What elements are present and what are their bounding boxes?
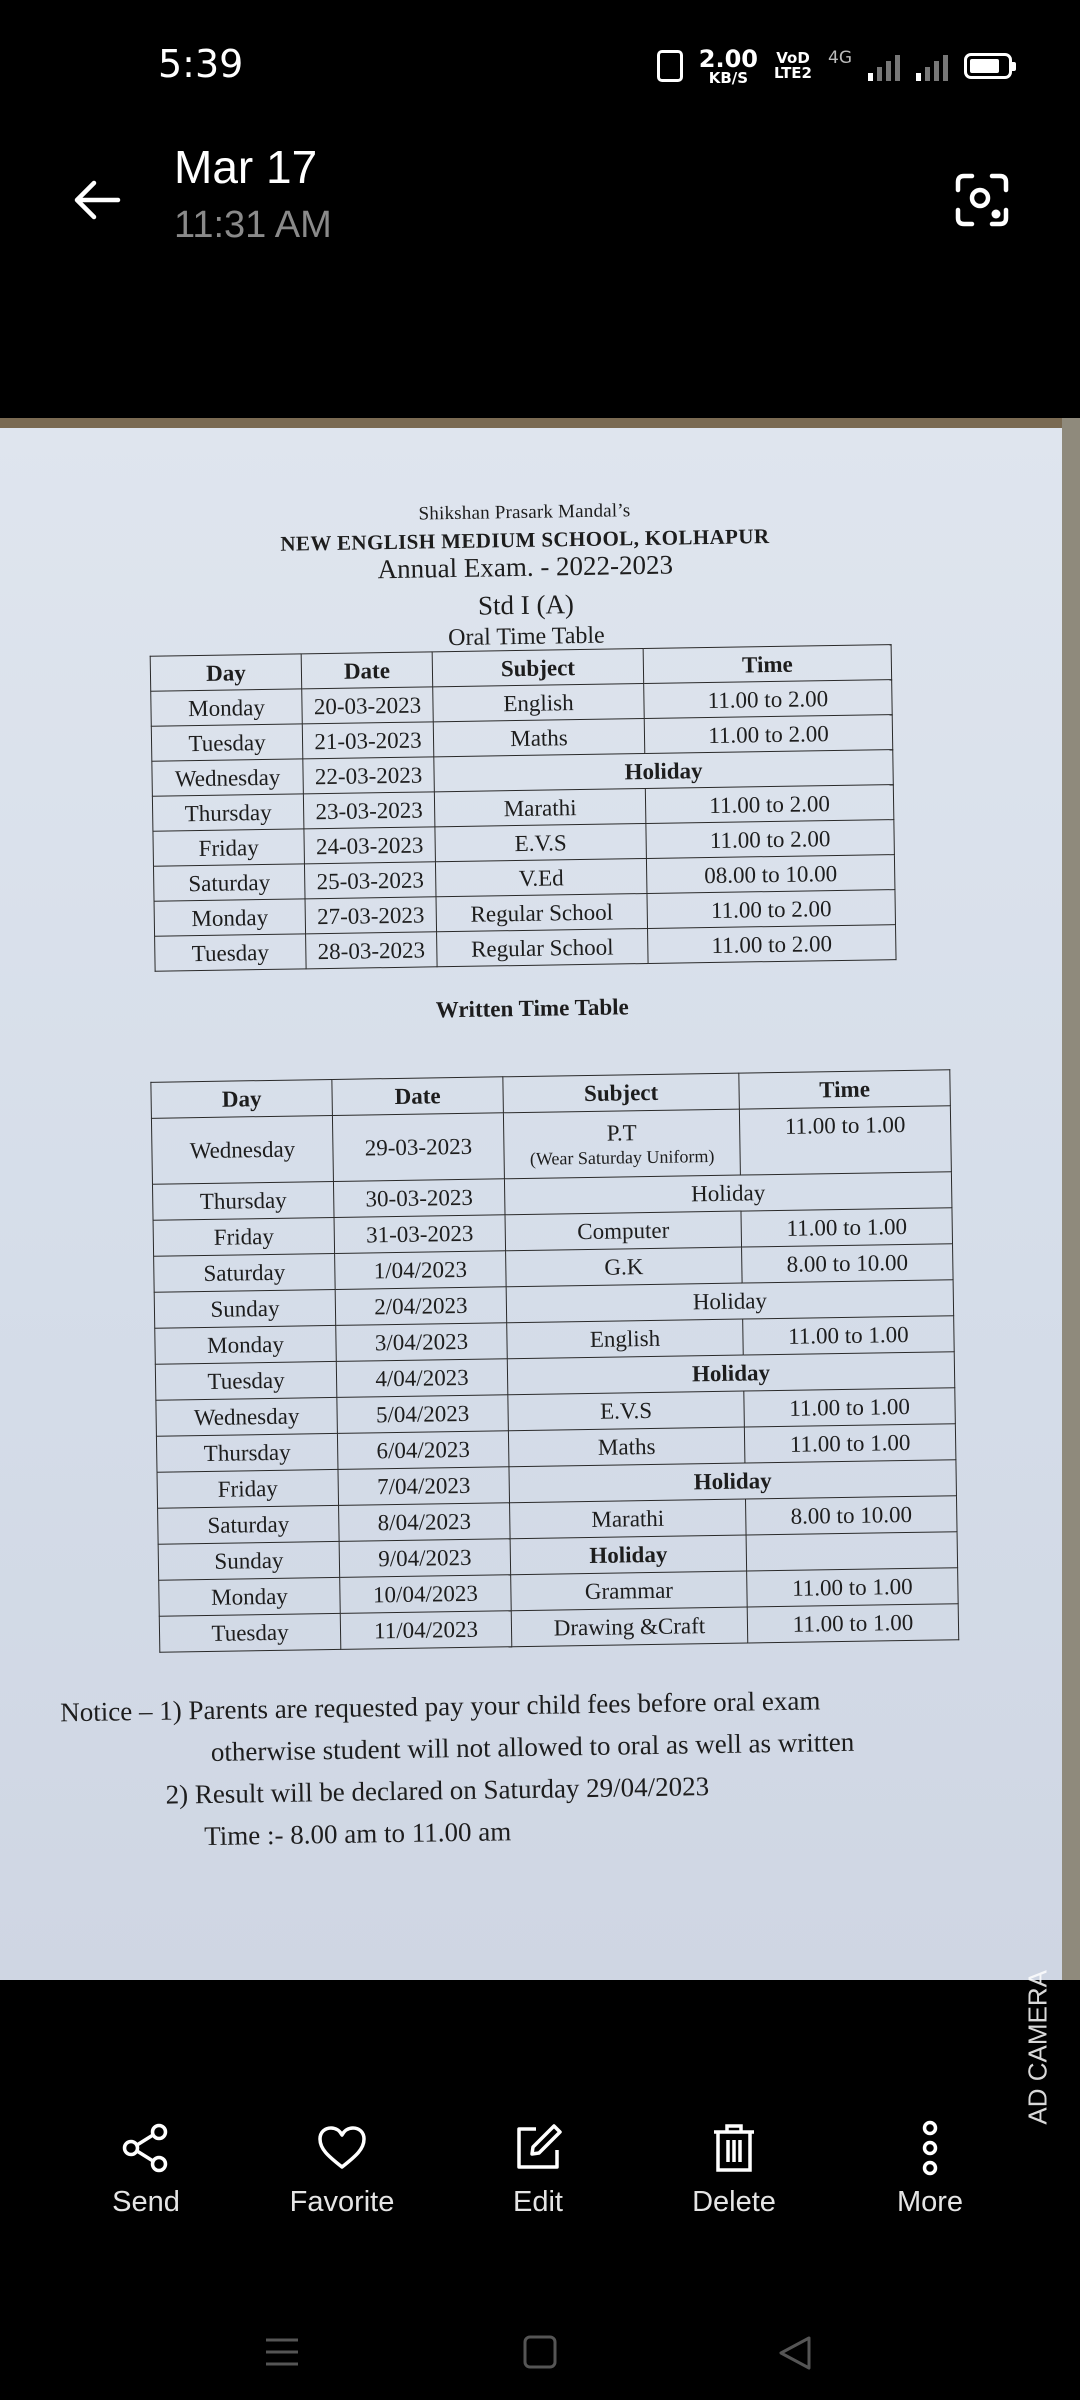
cell-subject: E.V.S: [508, 1391, 745, 1431]
cell-time: 11.00 to 2.00: [644, 715, 893, 754]
oral-table: [150, 644, 897, 972]
share-icon: [118, 2120, 174, 2176]
cell-holiday: Holiday: [510, 1535, 747, 1575]
cell-date: 25-03-2023: [304, 862, 436, 899]
cell-day: Saturday: [158, 1505, 340, 1544]
cell-date: 4/04/2023: [336, 1359, 508, 1398]
photo-viewer[interactable]: [0, 418, 1080, 2125]
cell-time: 8.00 to 10.00: [742, 1244, 954, 1283]
heart-icon: [314, 2120, 370, 2176]
cell-subject: [503, 1109, 740, 1179]
favorite-label: Favorite: [289, 2186, 395, 2218]
cell-holiday: Holiday: [504, 1172, 952, 1215]
cell-subject: Regular School: [437, 928, 649, 966]
delete-button[interactable]: [636, 2120, 832, 2219]
volte-top: VoD: [776, 49, 810, 67]
scan-lens-icon[interactable]: [952, 170, 1012, 230]
cell-day: Wednesday: [156, 1397, 338, 1436]
speed-unit: KB/S: [708, 68, 749, 87]
cell-day: Monday: [155, 1325, 337, 1364]
oral-header-day: Day: [150, 654, 302, 691]
cell-date: 23-03-2023: [303, 792, 435, 829]
cell-date: 10/04/2023: [340, 1575, 512, 1614]
cell-day: Friday: [153, 829, 305, 866]
cell-holiday: Holiday: [509, 1460, 957, 1503]
cell-subject: Grammar: [511, 1571, 748, 1611]
doc-exam: Annual Exam. - 2022-2023: [377, 549, 674, 585]
status-time: 5:39: [158, 42, 244, 86]
cell-subject: Maths: [433, 719, 645, 757]
cell-subject: G.K: [506, 1247, 743, 1287]
more-button[interactable]: [832, 2120, 1028, 2219]
cell-day: Friday: [153, 1217, 335, 1256]
cell-date: 5/04/2023: [337, 1395, 509, 1434]
oral-header-subject: Subject: [432, 649, 644, 687]
oral-title: Oral Time Table: [447, 622, 605, 652]
cell-day: Saturday: [154, 1253, 336, 1292]
cell-holiday: Holiday: [434, 750, 893, 792]
cell-date: 11/04/2023: [340, 1611, 512, 1650]
cell-time: 11.00 to 1.00: [744, 1424, 956, 1463]
cell-day: Sunday: [154, 1289, 336, 1328]
cell-date: 3/04/2023: [336, 1323, 508, 1362]
written-header-subject: Subject: [503, 1073, 740, 1113]
cell-subject: Marathi: [510, 1499, 747, 1539]
cell-holiday: Holiday: [506, 1280, 954, 1323]
cell-time: 11.00 to 1.00: [747, 1604, 959, 1643]
camera-watermark: AD CAMERA: [1023, 1970, 1053, 2125]
table-row: [151, 1106, 951, 1185]
document-paper: [0, 428, 1062, 2125]
cell-date: 22-03-2023: [303, 757, 435, 794]
written-title: Written Time Table: [435, 994, 629, 1023]
document-content: [0, 420, 1078, 1988]
cell-date: 24-03-2023: [304, 827, 436, 864]
cell-day: Wednesday: [152, 759, 304, 796]
favorite-button[interactable]: [244, 2120, 440, 2219]
cell-date: 30-03-2023: [333, 1179, 505, 1218]
cell-time: [746, 1532, 958, 1571]
battery-icon: [964, 53, 1012, 79]
written-header-time: Time: [739, 1070, 951, 1109]
cell-date: 1/04/2023: [335, 1251, 507, 1290]
cell-day: Tuesday: [159, 1613, 341, 1652]
written-table: [150, 1069, 959, 1652]
cell-subject: English: [433, 684, 645, 722]
signal-2-icon: [916, 51, 948, 81]
oral-header-date: Date: [301, 652, 433, 689]
cell-date: 20-03-2023: [302, 687, 434, 724]
notice-1: Notice – 1) Parents are requested pay your child fees before oral exam: [60, 1685, 821, 1728]
cell-time: 11.00 to 1.00: [739, 1106, 951, 1175]
doc-school: NEW ENGLISH MEDIUM SCHOOL, KOLHAPUR: [280, 524, 770, 556]
edit-button[interactable]: [440, 2120, 636, 2219]
network-type: 4G: [828, 48, 852, 68]
cell-subject: E.V.S: [435, 824, 647, 862]
cell-date: 28-03-2023: [306, 932, 438, 969]
cell-subject: Drawing &Craft: [511, 1607, 748, 1647]
edit-label: Edit: [513, 2186, 563, 2218]
cell-subject: Computer: [505, 1211, 742, 1251]
notice-1-cont: otherwise student will not allowed to oral as well as written: [210, 1726, 855, 1767]
cell-holiday: Holiday: [507, 1352, 955, 1395]
written-header-day: Day: [151, 1079, 333, 1118]
status-icons: [657, 46, 1012, 86]
home-nav-icon[interactable]: [522, 2334, 558, 2374]
cell-day: Thursday: [156, 1433, 338, 1472]
signal-icon: [868, 51, 900, 81]
cell-subject: Marathi: [434, 789, 646, 827]
cell-day: Monday: [151, 689, 303, 726]
delete-label: Delete: [692, 2186, 776, 2218]
notice-3: Time :- 8.00 am to 11.00 am: [203, 1816, 512, 1852]
doc-std: Std I (A): [477, 589, 575, 621]
cell-day: Tuesday: [155, 934, 307, 971]
cell-day: Tuesday: [151, 724, 303, 761]
cell-day: Thursday: [152, 1181, 334, 1220]
cell-time: 08.00 to 10.00: [646, 855, 895, 894]
cell-subject: Maths: [508, 1427, 745, 1467]
cell-day: Saturday: [153, 864, 305, 901]
menu-nav-icon[interactable]: [262, 2334, 302, 2374]
cell-day: Monday: [154, 899, 306, 936]
volte-bottom: LTE2: [774, 64, 812, 82]
written-header-date: Date: [332, 1077, 504, 1116]
cell-time: 11.00 to 2.00: [645, 785, 894, 824]
back-nav-icon[interactable]: [776, 2334, 814, 2376]
notice-2: 2) Result will be declared on Saturday 29/04/2023: [165, 1771, 710, 1810]
cell-time: 8.00 to 10.00: [745, 1496, 957, 1535]
more-label: More: [896, 2186, 964, 2218]
network-speed: [698, 44, 758, 87]
cell-subject: V.Ed: [435, 859, 647, 897]
cell-date: 31-03-2023: [334, 1215, 506, 1254]
cell-date: 21-03-2023: [302, 722, 434, 759]
photo-time: 11:31 AM: [174, 204, 332, 246]
cell-subject: English: [507, 1319, 744, 1359]
arrow-left-icon[interactable]: [68, 170, 128, 230]
subject-note: (Wear Saturday Uniform): [529, 1145, 715, 1169]
cell-day: Wednesday: [151, 1115, 333, 1184]
cell-time: 11.00 to 1.00: [743, 1316, 955, 1355]
cell-date: 2/04/2023: [335, 1287, 507, 1326]
trash-icon: [706, 2120, 762, 2176]
cell-date: 9/04/2023: [339, 1539, 511, 1578]
speed-value: 2.00: [698, 44, 758, 73]
photo-date: Mar 17: [174, 141, 318, 193]
cell-day: Monday: [159, 1577, 341, 1616]
edit-icon: [510, 2120, 566, 2176]
cell-date: 29-03-2023: [332, 1113, 504, 1182]
cell-subject: Regular School: [436, 894, 648, 932]
cell-date: 7/04/2023: [338, 1467, 510, 1506]
send-label: Send: [112, 2186, 180, 2218]
cell-time: 11.00 to 2.00: [648, 925, 897, 964]
cell-day: Sunday: [158, 1541, 340, 1580]
cell-date: 8/04/2023: [339, 1503, 511, 1542]
volte-icon: [774, 51, 812, 81]
send-button[interactable]: [48, 2120, 244, 2219]
subject-text: P.T: [606, 1120, 637, 1146]
vibrate-icon: [657, 50, 683, 82]
cell-date: 6/04/2023: [337, 1431, 509, 1470]
status-bar: [0, 0, 1080, 120]
cell-time: 11.00 to 1.00: [741, 1208, 953, 1247]
cell-time: 11.00 to 2.00: [646, 820, 895, 859]
cell-time: 11.00 to 2.00: [647, 890, 896, 929]
cell-time: 11.00 to 1.00: [744, 1388, 956, 1427]
cell-day: Thursday: [152, 794, 304, 831]
cell-time: 11.00 to 1.00: [747, 1568, 959, 1607]
cell-day: Friday: [157, 1469, 339, 1508]
cell-date: 27-03-2023: [305, 897, 437, 934]
oral-header-time: Time: [643, 645, 892, 684]
more-vertical-icon: [902, 2120, 958, 2176]
cell-day: Tuesday: [155, 1361, 337, 1400]
doc-org: Shikshan Prasark Mandal’s: [418, 500, 631, 525]
bottom-toolbar: [0, 2120, 1080, 2250]
navigation-bar: [0, 2300, 1080, 2400]
cell-time: 11.00 to 2.00: [644, 680, 893, 719]
